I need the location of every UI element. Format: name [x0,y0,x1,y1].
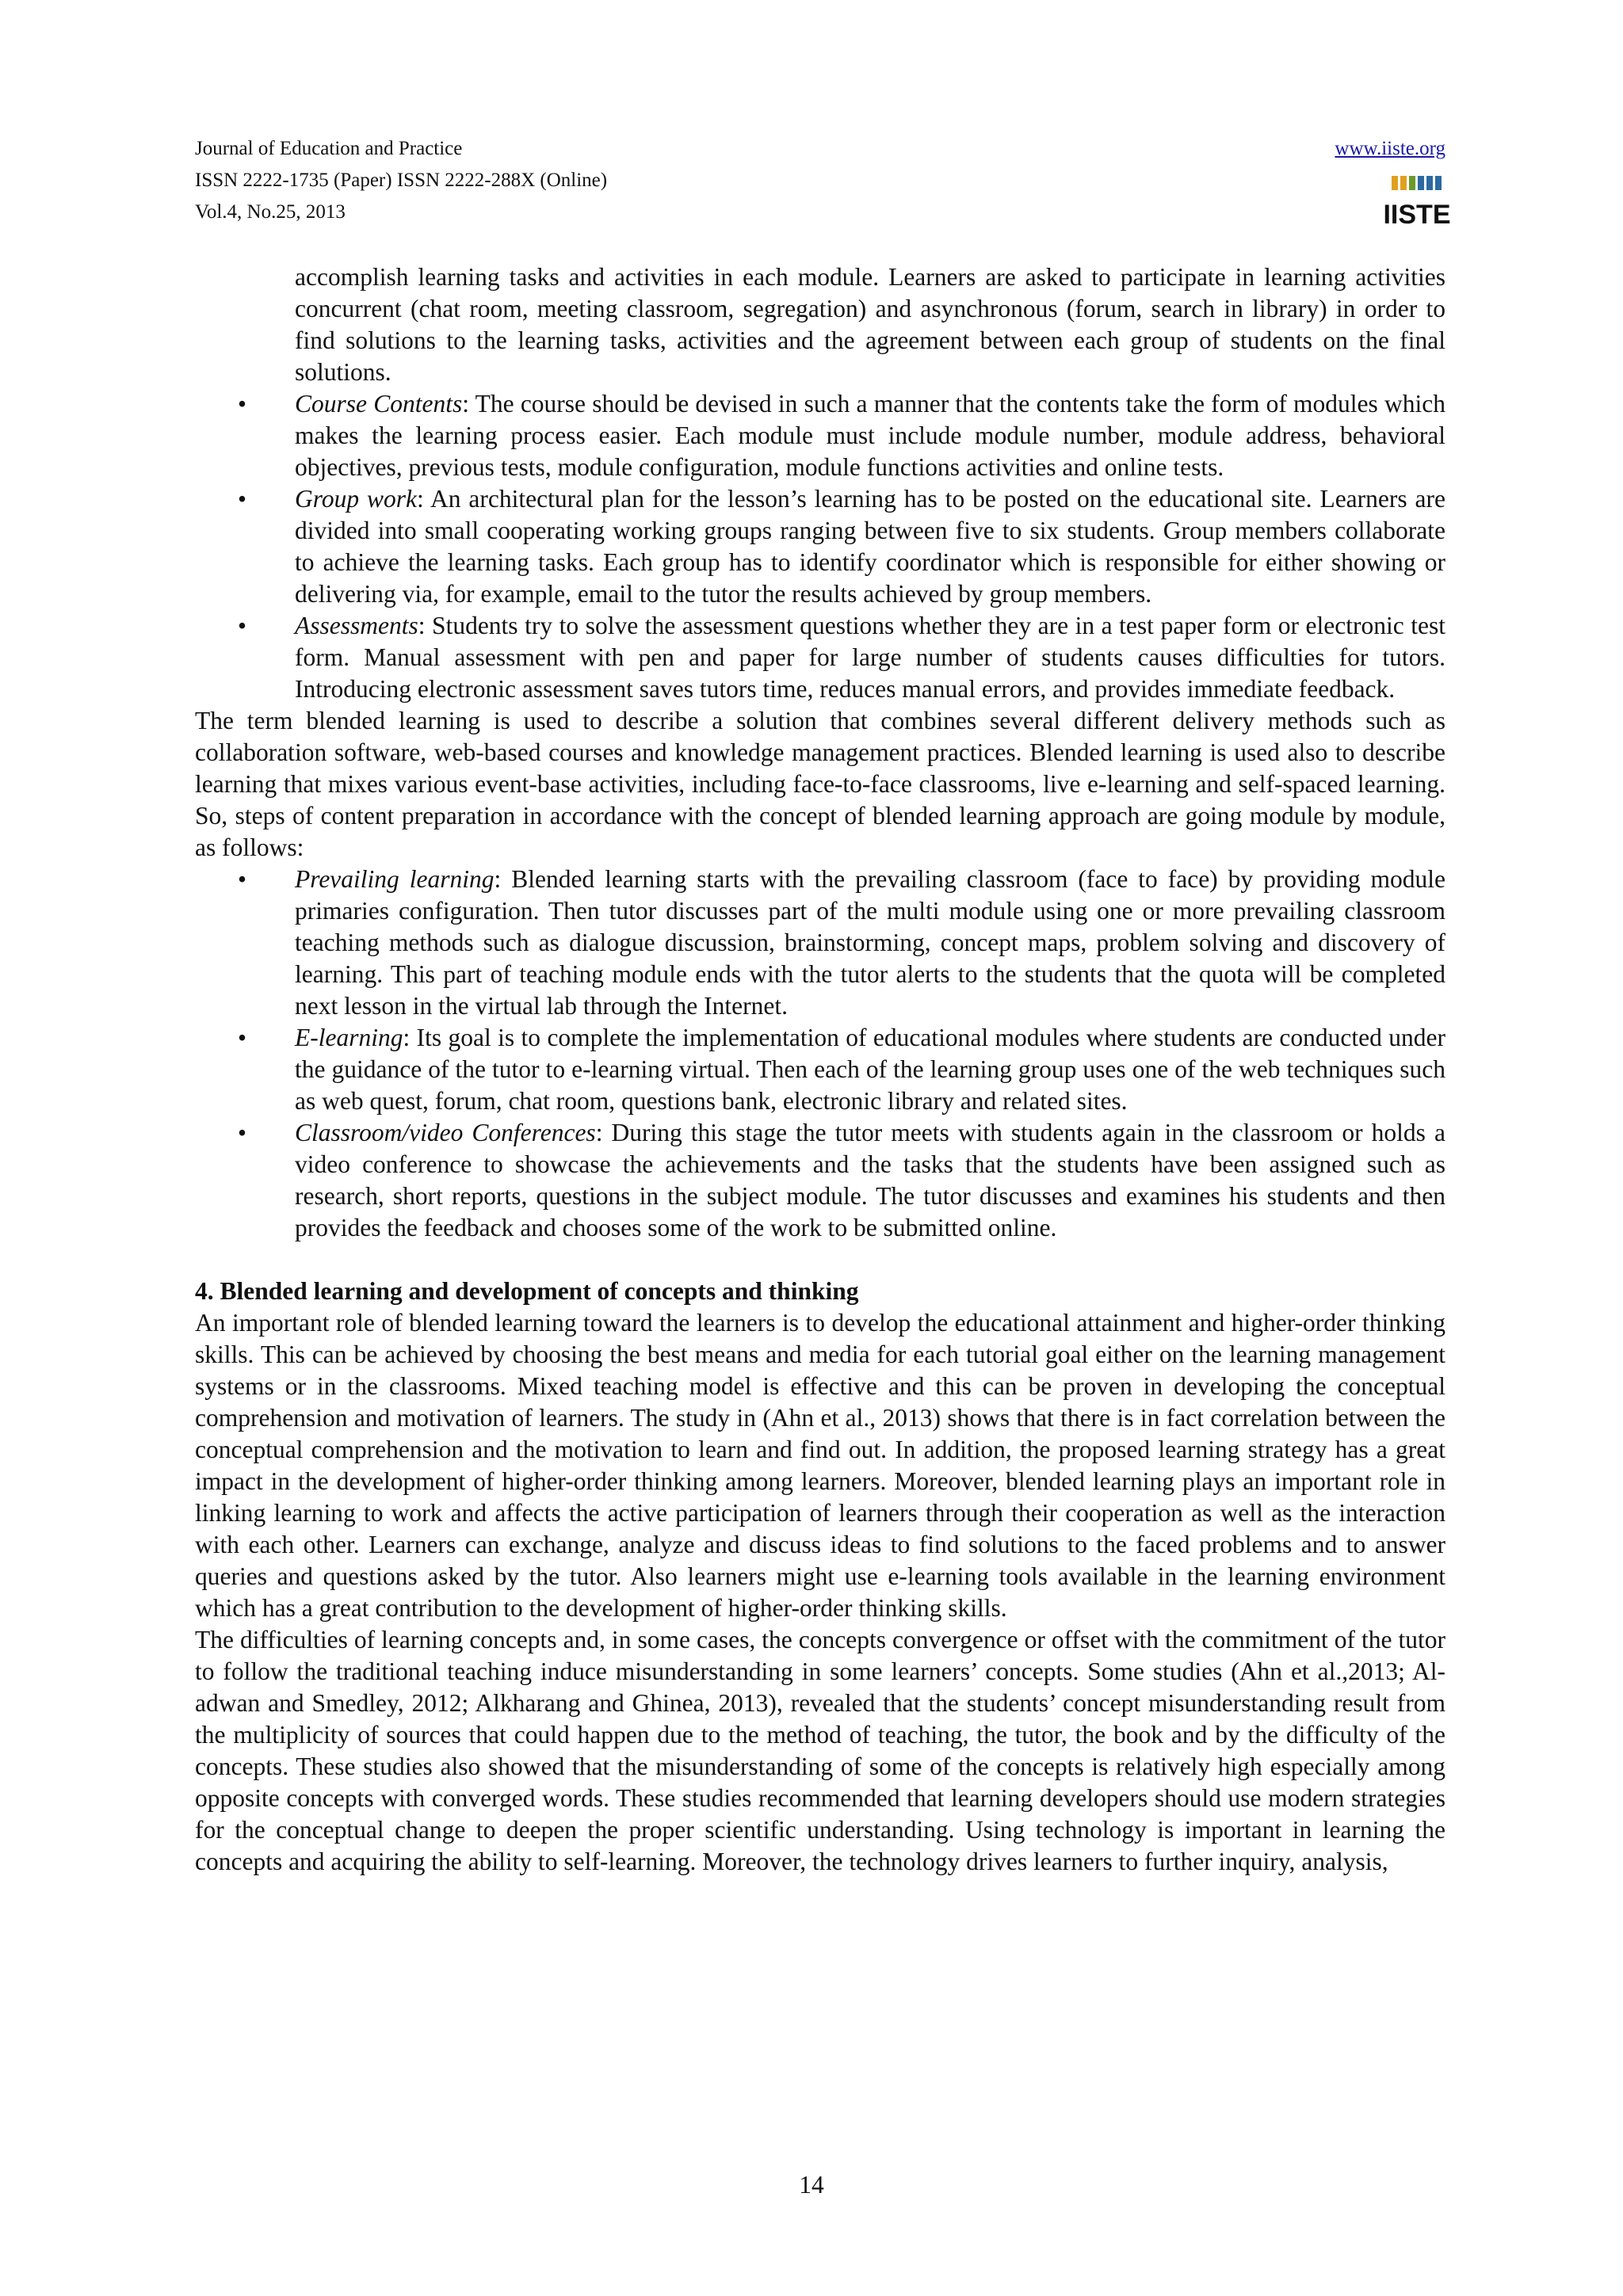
volume-line: Vol.4, No.25, 2013 [195,201,346,223]
iiste-logo [1383,173,1451,230]
issn-line: ISSN 2222-1735 (Paper) ISSN 2222-288X (Online) [195,170,608,191]
section-paragraph-1: An important role of blended learning toward the learners is to develop the educational attainment and higher-order thinking skills. This can be achieved by choosing the best means and media for each tutorial goal either on the learning management systems or in the classrooms. Mixed teaching model is effective and this can be proven in developing the conceptual comprehension and motivation of learners. The study in (Ahn et al., 2013) shows that there is in fact correlation between the conceptual comprehension and the motivation to learn and find out. In addition, the proposed learning strategy has a great impact in the development of higher-order thinking among learners. Moreover, blended learning plays an important role in linking learning to work and affects the active participation of learners through their cooperation as well as the interaction with each other. Learners can exchange, analyze and discuss ideas to find solutions to the faced problems and to answer queries and questions asked by the tutor. Also learners might use e-learning tools available in the learning environment which has a great contribution to the development of higher-order thinking skills. [195,1309,1445,1622]
bullet-group-work: • Group work: An architectural plan for the lesson’s learning has to be posted on the educational site. Learners are divided into small cooperating working groups ranging between five to six students. Group members collaborate to achieve the learning tasks. Each group has to identify coordinator which is responsible for either showing or delivering via, for example, email to the tutor the results achieved by group members. [238,485,1446,608]
bullet-assessments: • Assessments: Students try to solve the assessment questions whether they are in a test paper form or electronic test form. Manual assessment with pen and paper for large number of students causes difficulties for tutors. Introducing electronic assessment saves tutors time, reduces manual errors, and provides immediate feedback. [238,612,1445,703]
section-heading: 4. Blended learning and development of concepts and thinking [195,1277,859,1305]
bullet-prevailing-learning: • Prevailing learning: Blended learning starts with the prevailing classroom (face to face) by providing module primaries configuration. Then tutor discusses part of the multi module using one or more prevailing classroom teaching methods such as dialogue discussion, brainstorming, concept maps, problem solving and discovery of learning. This part of teaching module ends with the tutor alerts to the students that the quota will be completed next lesson in the virtual lab through the Internet. [238,865,1445,1020]
bullet-classroom-video: • Classroom/video Conferences: During this stage the tutor meets with students again in the classroom or holds a video conference to showcase the achievements and the tasks that the students have been assigned such as research, short reports, questions in the subject module. The tutor discusses and examines his students and then provides the feedback and chooses some of the work to be submitted online. [238,1119,1445,1241]
blended-definition-paragraph: The term blended learning is used to describe a solution that combines several different delivery methods such as collaboration software, web-based courses and knowledge management practices. Blended learning is used also to describe learning that mixes various event-base activities, including face-to-face classrooms, live e-learning and self-spaced learning. So, steps of content preparation in accordance with the concept of blended learning approach are going module by module, as follows: [195,707,1445,861]
bullet-e-learning: • E-learning: Its goal is to complete the implementation of educational modules where students are conducted under the guidance of the tutor to e-learning virtual. Then each of the learning group uses one of the web techniques such as web quest, forum, chat room, questions bank, electronic library and related sites. [238,1024,1445,1115]
page-header [195,133,1451,244]
section-paragraph-2: The difficulties of learning concepts and, in some cases, the concepts convergence or offset with the commitment of the tutor to follow the traditional teaching induce misunderstanding in some learners’ concepts. Some studies (Ahn et al.,2013; Al-adwan and Smedley, 2012; Alkharang and Ghinea, 2013), revealed that the students’ concept misunderstanding result from the multiplicity of sources that could happen due to the method of teaching, the tutor, the book and by the difficulty of the concepts. These studies also showed that the misunderstanding of some of the concepts is relatively high especially among opposite concepts with converged words. These studies recommended that learning developers should use modern strategies for the conceptual change to deepen the proper scientific understanding. Using technology is important in learning the concepts and acquiring the ability to self-learning. Moreover, the technology drives learners to further inquiry, analysis, [195,1626,1445,1875]
journal-title: Journal of Education and Practice [195,138,463,159]
article-body [195,261,1445,1878]
page-number: 14 [799,2171,824,2199]
bullet-course-contents: • Course Contents: The course should be devised in such a manner that the contents take the form of modules which makes the learning process easier. Each module must include module number, module address, behavioral objectives, previous tests, module configuration, module functions activities and online tests. [238,390,1445,481]
intro-paragraph: accomplish learning tasks and activities in each module. Learners are asked to participate in learning activities concurrent (chat room, meeting classroom, segregation) and asynchronous (forum, search in library) in order to find solutions to the learning tasks, activities and the agreement between each group of students on the final solutions. [295,263,1445,386]
website-link[interactable]: www.iiste.org [1335,138,1445,159]
svg-text:IISTE: IISTE [1383,200,1451,230]
